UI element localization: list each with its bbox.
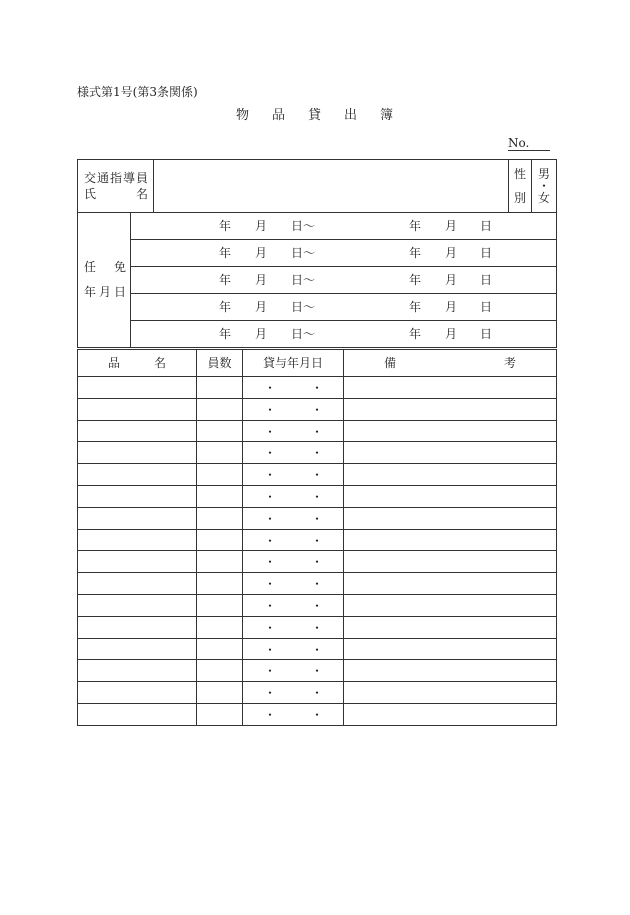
end-month-unit: 月: [445, 327, 458, 341]
date-separator: ・: [311, 555, 324, 570]
label-character: 性: [514, 167, 527, 181]
date-separator: ・: [264, 381, 277, 395]
item-remarks-cell: [344, 594, 557, 616]
date-separator: ・: [311, 620, 324, 635]
item-lent-date-cell: [243, 682, 344, 704]
document-number: [508, 135, 550, 151]
date-separator: ・: [264, 642, 277, 657]
item-row: [78, 638, 557, 660]
appointment-label-cell: [78, 213, 131, 348]
item-name-cell: [78, 594, 197, 616]
item-name-cell: [78, 464, 197, 486]
appointment-section: [78, 213, 557, 348]
date-separator: ・: [264, 555, 277, 570]
item-lent-date-cell: [243, 660, 344, 682]
items-table: [77, 349, 557, 726]
date-separator: ・: [311, 446, 324, 461]
item-quantity-cell: [197, 420, 243, 442]
date-separator: ・: [264, 620, 277, 635]
date-separator: ・: [311, 707, 324, 722]
item-lent-date-cell: [243, 529, 344, 551]
item-remarks-cell: [344, 638, 557, 660]
date-separator: ・: [311, 511, 324, 526]
date-separator: ・: [311, 381, 324, 395]
label-character: 出: [343, 108, 357, 123]
item-lent-date-cell: [243, 420, 344, 442]
start-day-unit: 日: [291, 273, 304, 287]
end-month-unit: 月: [445, 246, 458, 260]
label-character: 導: [123, 171, 136, 185]
label-character: 名: [153, 356, 166, 370]
date-separator: ・: [264, 533, 277, 548]
date-separator: ・: [311, 642, 324, 657]
start-day-unit: 日: [291, 219, 304, 233]
date-separator: ・: [264, 686, 277, 701]
appointment-row: [78, 294, 557, 321]
range-separator: ～: [303, 246, 316, 260]
item-name-cell: [78, 638, 197, 660]
item-lent-date-cell: [243, 638, 344, 660]
range-separator: ～: [303, 300, 316, 314]
item-name-cell: [78, 551, 197, 573]
item-remarks-cell: [344, 616, 557, 638]
item-quantity-cell: [197, 551, 243, 573]
date-separator: ・: [264, 577, 277, 592]
item-row: [78, 616, 557, 638]
item-remarks-cell: [344, 420, 557, 442]
item-lent-date-cell: [243, 377, 344, 399]
start-year-unit: 年: [219, 219, 232, 233]
label-character: 考: [503, 356, 516, 370]
item-name-cell: [78, 420, 197, 442]
item-row: [78, 594, 557, 616]
gender-options: [532, 168, 556, 204]
item-quantity-cell: [197, 442, 243, 464]
label-character: 通: [97, 171, 110, 185]
end-day-unit: 日: [480, 246, 493, 260]
date-separator: ・: [311, 402, 324, 417]
item-lent-date-cell: [243, 485, 344, 507]
item-row: [78, 573, 557, 595]
range-separator: ～: [303, 219, 316, 233]
end-day-unit: 日: [480, 300, 493, 314]
item-remarks-cell: [344, 464, 557, 486]
person-table: [77, 159, 557, 348]
header-row: [78, 350, 557, 377]
item-remarks-cell: [344, 507, 557, 529]
item-quantity-cell: [197, 638, 243, 660]
item-row: [78, 682, 557, 704]
item-lent-date-cell: [243, 551, 344, 573]
item-row: [78, 529, 557, 551]
item-remarks-cell: [344, 660, 557, 682]
item-lent-date-cell: [243, 703, 344, 725]
item-remarks-cell: [344, 529, 557, 551]
label-character: 指: [110, 171, 123, 185]
start-month-unit: 月: [255, 246, 268, 260]
label-character: 免: [113, 260, 126, 274]
end-day-unit: 日: [480, 327, 493, 341]
item-name-cell: [78, 616, 197, 638]
item-row: [78, 485, 557, 507]
inspector-name-label-cell: [78, 160, 154, 213]
item-remarks-cell: [344, 377, 557, 399]
person-section: [78, 160, 557, 213]
range-separator: ～: [303, 327, 316, 341]
column-header-lent-date: 貸与年月日: [243, 350, 344, 377]
item-quantity-cell: [197, 377, 243, 399]
start-day-unit: 日: [291, 246, 304, 260]
range-separator: ～: [303, 273, 316, 287]
gender-options-cell: [532, 160, 557, 213]
label-character: 月: [98, 285, 111, 299]
date-separator: ・: [264, 707, 277, 722]
end-month-unit: 月: [445, 219, 458, 233]
label-character: 交: [84, 171, 97, 185]
start-year-unit: 年: [219, 246, 232, 260]
date-separator: ・: [264, 468, 277, 483]
label-character: 名: [136, 187, 149, 201]
date-separator: ・: [264, 402, 277, 417]
end-year-unit: 年: [409, 327, 422, 341]
column-header-name-label: [108, 355, 166, 371]
start-year-unit: 年: [219, 327, 232, 341]
item-quantity-cell: [197, 464, 243, 486]
end-month-unit: 月: [445, 300, 458, 314]
item-remarks-cell: [344, 442, 557, 464]
item-name-cell: [78, 398, 197, 420]
label-character: 任: [84, 260, 97, 274]
item-row: [78, 398, 557, 420]
item-remarks-cell: [344, 398, 557, 420]
item-quantity-cell: [197, 573, 243, 595]
appointment-period-cell: [131, 294, 557, 321]
end-year-unit: 年: [409, 300, 422, 314]
date-separator: ・: [264, 598, 277, 613]
label-character: 員: [136, 171, 149, 185]
label-character: 年: [84, 285, 97, 299]
item-name-cell: [78, 682, 197, 704]
appointment-label-line1: [84, 255, 126, 280]
item-name-cell: [78, 573, 197, 595]
start-day-unit: 日: [291, 327, 304, 341]
label-character: ・: [538, 179, 551, 193]
label-character: 男: [538, 167, 551, 181]
item-remarks-cell: [344, 485, 557, 507]
item-remarks-cell: [344, 682, 557, 704]
column-header-quantity: 員数: [197, 350, 243, 377]
appointment-row: [78, 213, 557, 240]
item-row: [78, 464, 557, 486]
date-separator: ・: [311, 489, 324, 504]
date-separator: ・: [311, 468, 324, 483]
item-row: [78, 551, 557, 573]
date-separator: ・: [311, 533, 324, 548]
item-lent-date-cell: [243, 507, 344, 529]
inspector-name-value-cell: [154, 160, 509, 213]
column-header-remarks-label: [384, 355, 516, 371]
start-year-unit: 年: [219, 300, 232, 314]
label-character: 貸: [307, 108, 321, 123]
date-separator: ・: [311, 598, 324, 613]
appointment-period-cell: [131, 213, 557, 240]
item-quantity-cell: [197, 682, 243, 704]
gender-label-cell: [509, 160, 532, 213]
start-year-unit: 年: [219, 273, 232, 287]
gender-label: [509, 168, 531, 204]
item-lent-date-cell: [243, 398, 344, 420]
date-separator: ・: [311, 577, 324, 592]
appointment-period-cell: [131, 267, 557, 294]
start-month-unit: 月: [255, 327, 268, 341]
item-name-cell: [78, 703, 197, 725]
item-quantity-cell: [197, 507, 243, 529]
item-name-cell: [78, 660, 197, 682]
item-quantity-cell: [197, 703, 243, 725]
column-header-remarks: [344, 350, 557, 377]
appointment-row: [78, 267, 557, 294]
item-quantity-cell: [197, 594, 243, 616]
item-row: [78, 377, 557, 399]
end-year-unit: 年: [409, 246, 422, 260]
item-name-cell: [78, 507, 197, 529]
date-separator: ・: [311, 424, 324, 439]
appointment-label-line2: [84, 280, 126, 305]
label-character: 品: [108, 356, 121, 370]
name-label: [84, 186, 148, 202]
start-month-unit: 月: [255, 300, 268, 314]
end-month-unit: 月: [445, 273, 458, 287]
item-lent-date-cell: [243, 616, 344, 638]
item-name-cell: [78, 377, 197, 399]
appointment-period-cell: [131, 240, 557, 267]
item-name-cell: [78, 485, 197, 507]
items-table-body: [78, 377, 557, 726]
end-day-unit: 日: [480, 273, 493, 287]
item-quantity-cell: [197, 529, 243, 551]
date-separator: ・: [264, 446, 277, 461]
item-remarks-cell: [344, 703, 557, 725]
label-character: 日: [113, 285, 126, 299]
item-remarks-cell: [344, 551, 557, 573]
date-separator: ・: [311, 686, 324, 701]
item-lent-date-cell: [243, 442, 344, 464]
date-separator: ・: [311, 664, 324, 679]
item-name-cell: [78, 442, 197, 464]
appointment-period-cell: [131, 321, 557, 348]
item-lent-date-cell: [243, 594, 344, 616]
appointment-row: [78, 240, 557, 267]
end-day-unit: 日: [480, 219, 493, 233]
label-character: 別: [514, 191, 527, 205]
label-character: 備: [384, 356, 397, 370]
date-separator: ・: [264, 664, 277, 679]
date-separator: ・: [264, 489, 277, 504]
end-year-unit: 年: [409, 273, 422, 287]
label-character: 品: [271, 108, 285, 123]
item-lent-date-cell: [243, 464, 344, 486]
item-row: [78, 442, 557, 464]
start-month-unit: 月: [255, 273, 268, 287]
label-character: 女: [538, 191, 551, 205]
form-number-label: 様式第1号(第3条関係): [77, 85, 198, 99]
column-header-name: [78, 350, 197, 377]
date-separator: ・: [264, 511, 277, 526]
role-label: [84, 170, 148, 186]
item-row: [78, 507, 557, 529]
label-character: 物: [236, 108, 250, 123]
item-lent-date-cell: [243, 573, 344, 595]
item-name-cell: [78, 529, 197, 551]
item-row: [78, 703, 557, 725]
item-quantity-cell: [197, 660, 243, 682]
date-separator: ・: [264, 424, 277, 439]
start-day-unit: 日: [291, 300, 304, 314]
appointment-row: [78, 321, 557, 348]
item-row: [78, 420, 557, 442]
label-character: 氏: [84, 187, 97, 201]
item-quantity-cell: [197, 485, 243, 507]
label-character: 簿: [379, 108, 393, 123]
start-month-unit: 月: [255, 219, 268, 233]
item-row: [78, 660, 557, 682]
end-year-unit: 年: [409, 219, 422, 233]
document-title: [236, 108, 393, 124]
item-quantity-cell: [197, 616, 243, 638]
items-table-header: [78, 350, 557, 377]
person-row: [78, 160, 557, 213]
item-quantity-cell: [197, 398, 243, 420]
item-remarks-cell: [344, 573, 557, 595]
document-number-label: No.: [508, 136, 530, 150]
